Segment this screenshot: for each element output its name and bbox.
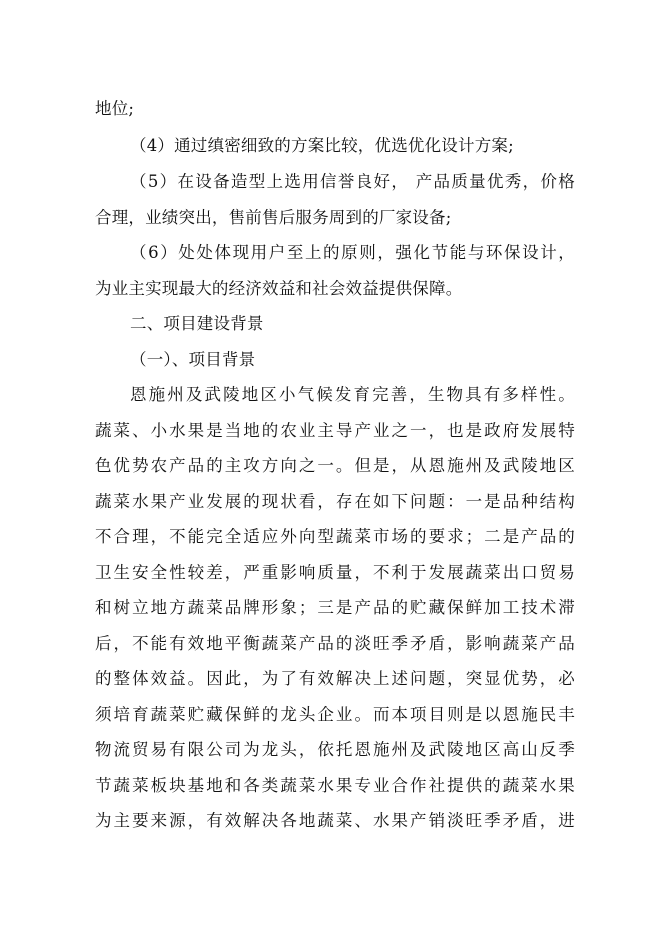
text-line-2: （4）通过缜密细致的方案比较，优选优化设计方案; (130, 136, 514, 155)
text-line-14: 卫生安全性较差，严重影响质量，不利于发展蔬菜出口贸易 (95, 563, 575, 582)
text-line-10: 蔬菜、小水果是当地的农业主导产业之一，也是政府发展特 (95, 421, 575, 440)
text-line-4: 合理，业绩突出，售前售后服务周到的厂家设备; (95, 208, 452, 227)
text-line-13: 不合理，不能完全适应外向型蔬菜市场的要求；二是产品的 (95, 527, 575, 546)
subsection-heading: （一）、项目背景 (130, 350, 256, 369)
text-line-15: 和树立地方蔬菜品牌形象；三是产品的贮藏保鲜加工技术滞 (95, 598, 575, 617)
text-line-9: 恩施州及武陵地区小气候发育完善，生物具有多样性。 (130, 385, 575, 404)
section-heading: 二、项目建设背景 (130, 314, 264, 333)
text-line-18: 须培育蔬菜贮藏保鲜的龙头企业。而本项目则是以恩施民丰 (95, 705, 575, 724)
text-line-16: 后，不能有效地平衡蔬菜产品的淡旺季矛盾，影响蔬菜产品 (95, 634, 575, 653)
text-line-6: 为业主实现最大的经济效益和社会效益提供保障。 (95, 279, 463, 298)
text-line-3: （5）在设备造型上选用信誉良好， 产品质量优秀，价格 (130, 172, 575, 191)
text-line-19: 物流贸易有限公司为龙头，依托恩施州及武陵地区高山反季 (95, 740, 575, 759)
text-line-11: 色优势农产品的主攻方向之一。但是，从恩施州及武陵地区 (95, 456, 575, 475)
text-line-20: 节蔬菜板块基地和各类蔬菜水果专业合作社提供的蔬菜水果 (95, 776, 575, 795)
text-line-1: 地位; (95, 99, 135, 118)
text-line-5: （6）处处体现用户至上的原则，强化节能与环保设计， (130, 243, 575, 262)
text-line-12: 蔬菜水果产业发展的现状看，存在如下问题：一是品种结构 (95, 492, 575, 511)
text-line-17: 的整体效益。因此，为了有效解决上述问题，突显优势，必 (95, 669, 575, 688)
text-line-21: 为主要来源，有效解决各地蔬菜、水果产销淡旺季矛盾，进 (95, 811, 575, 830)
